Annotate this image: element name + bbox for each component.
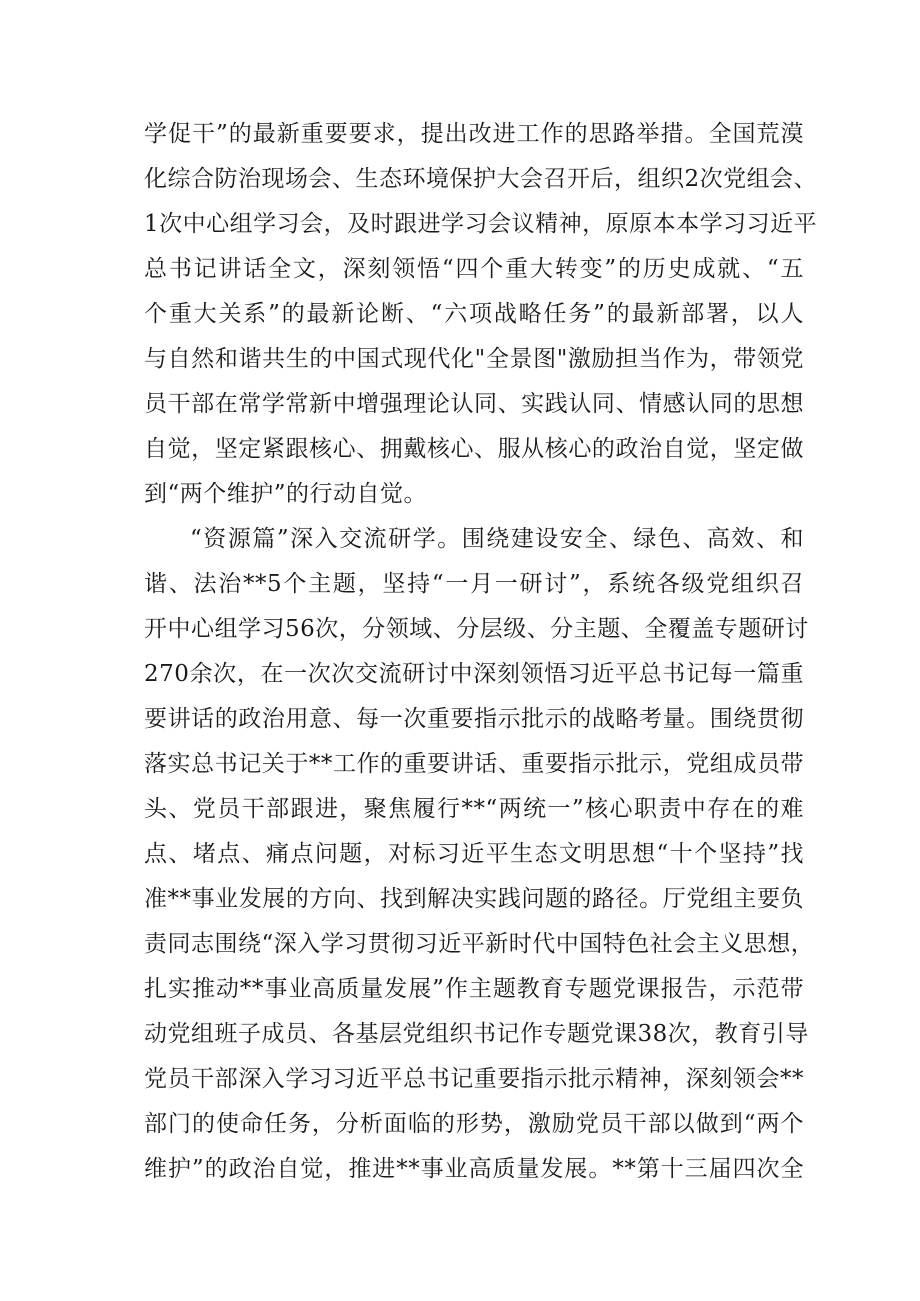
text-line: 头、党员干部跟进，聚焦履行**“两统一”核心职责中存在的难 bbox=[144, 796, 804, 822]
text-line: 学促干”的最新重要要求，提出改进工作的思路举措。全国荒漠 bbox=[144, 121, 804, 147]
text-line: 与自然和谐共生的中国式现代化"全景图"激励担当作为，带领党 bbox=[144, 346, 804, 372]
text-line: 开中心组学习56次，分领域、分层级、分主题、全覆盖专题研讨 bbox=[144, 616, 809, 642]
text-line: 到“两个维护”的行动自觉。 bbox=[144, 481, 428, 507]
text-line: 点、堵点、痛点问题，对标习近平生态文明思想“十个坚持”找 bbox=[144, 841, 804, 867]
text-line: 落实总书记关于**工作的重要讲话、重要指示批示，党组成员带 bbox=[144, 751, 804, 777]
text-line: 270余次，在一次次交流研讨中深刻领悟习近平总书记每一篇重 bbox=[144, 661, 804, 687]
text-line: 要讲话的政治用意、每一次重要指示批示的战略考量。围绕贯彻 bbox=[144, 706, 804, 732]
text-line: 动党组班子成员、各基层党组织书记作专题党课38次，教育引导 bbox=[144, 1021, 809, 1047]
text-line: 个重大关系”的最新论断、“六项战略任务”的最新部署，以人 bbox=[144, 301, 804, 327]
paragraph-first-line: “资源篇”深入交流研学。围绕建设安全、绿色、高效、和 bbox=[190, 526, 804, 552]
text-line: 准**事业发展的方向、找到解决实践问题的路径。厅党组主要负 bbox=[144, 886, 804, 912]
document-body bbox=[144, 112, 818, 1192]
text-line: 化综合防治现场会、生态环境保护大会召开后，组织2次党组会、 bbox=[144, 166, 818, 192]
text-line: 自觉，坚定紧跟核心、拥戴核心、服从核心的政治自觉，坚定做 bbox=[144, 436, 804, 462]
text-line: 谐、法治**5个主题，坚持“一月一研讨”，系统各级党组织召 bbox=[144, 571, 804, 597]
text-line: 维护”的政治自觉，推进**事业高质量发展。**第十三届四次全 bbox=[144, 1156, 804, 1182]
text-line: 部门的使命任务，分析面临的形势，激励党员干部以做到“两个 bbox=[144, 1111, 804, 1137]
text-line: 员干部在常学常新中增强理论认同、实践认同、情感认同的思想 bbox=[144, 391, 804, 417]
text-line: 扎实推动**事业高质量发展”作主题教育专题党课报告，示范带 bbox=[144, 976, 804, 1002]
text-line: 党员干部深入学习习近平总书记重要指示批示精神，深刻领会** bbox=[144, 1066, 804, 1092]
text-line: 总书记讲话全文，深刻领悟“四个重大转变”的历史成就、“五 bbox=[144, 256, 804, 282]
text-line: 1次中心组学习会，及时跟进学习会议精神，原原本本学习习近平 bbox=[144, 211, 818, 237]
text-line: 责同志围绕“深入学习贯彻习近平新时代中国特色社会主义思想， bbox=[144, 931, 815, 957]
